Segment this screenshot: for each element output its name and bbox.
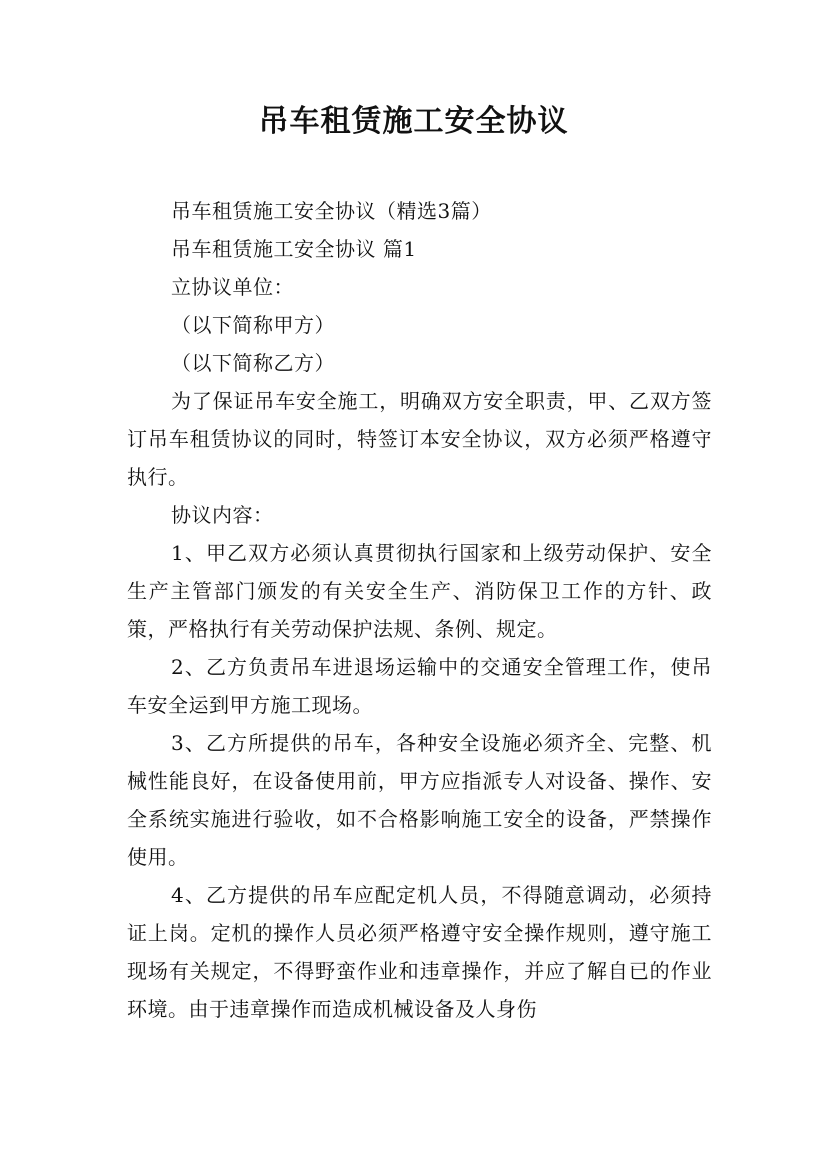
paragraph: 吊车租赁施工安全协议 篇1 xyxy=(171,237,417,261)
paragraph: 吊车租赁施工安全协议（精选3篇） xyxy=(171,199,492,223)
document-body xyxy=(127,192,712,1028)
paragraph: （以下简称甲方） xyxy=(171,313,335,337)
paragraph: 2、乙方负责吊车进退场运输中的交通安全管理工作，使吊车安全运到甲方施工现场。 xyxy=(127,655,712,717)
paragraph: 1、甲乙双方必须认真贯彻执行国家和上级劳动保护、安全生产主管部门颁发的有关安全生产、消防保卫工作的方针、政策，严格执行有关劳动保护法规、条例、规定。 xyxy=(127,541,712,641)
paragraph: 为了保证吊车安全施工，明确双方安全职责，甲、乙双方签订吊车租赁协议的同时，特签订本安全协议，双方必须严格遵守执行。 xyxy=(127,389,712,489)
paragraph: 3、乙方所提供的吊车，各种安全设施必须齐全、完整、机械性能良好，在设备使用前，甲方应指派专人对设备、操作、安全系统实施进行验收，如不合格影响施工安全的设备，严禁操作使用。 xyxy=(127,731,712,869)
document-title: 吊车租赁施工安全协议 xyxy=(258,104,569,139)
paragraph: 立协议单位： xyxy=(171,275,294,299)
paragraph: （以下简称乙方） xyxy=(171,351,335,375)
paragraph: 协议内容： xyxy=(171,503,274,527)
paragraph: 4、乙方提供的吊车应配定机人员，不得随意调动，必须持证上岗。定机的操作人员必须严格遵守安全操作规则，遵守施工现场有关规定，不得野蛮作业和违章操作，并应了解自已的作业环境。由于违章操作而造成机械设备及人身伤 xyxy=(127,883,712,1021)
